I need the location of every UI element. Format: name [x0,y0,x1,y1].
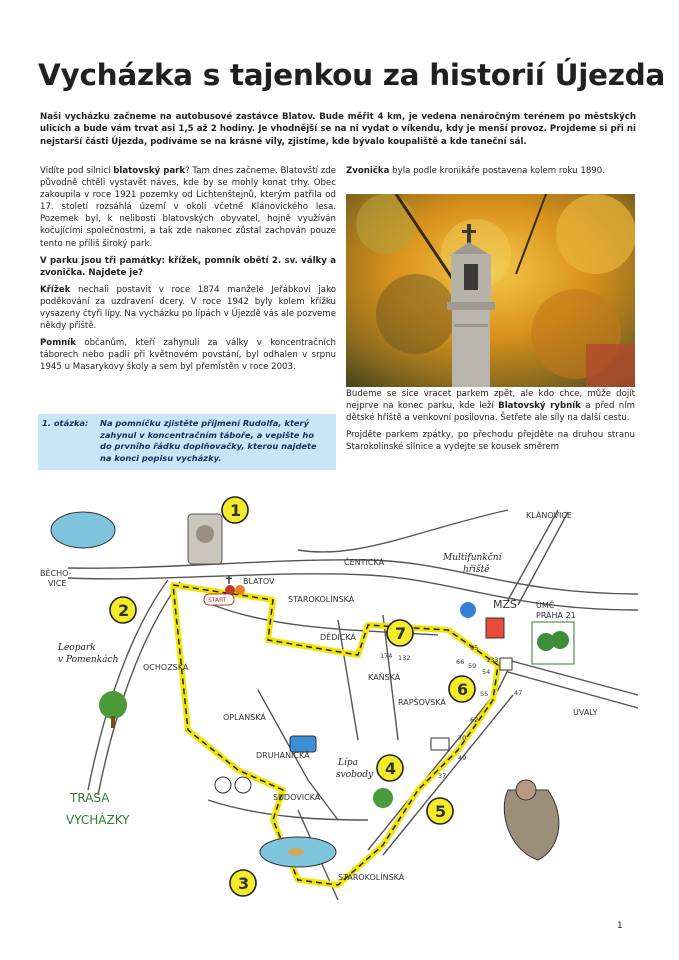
svg-text:7: 7 [395,624,407,643]
house-number: 62 [470,716,479,724]
label-trasa-2: VYCHÁZKY [66,813,130,827]
left-column [40,165,336,379]
svg-text:✝: ✝ [224,573,235,587]
svg-text:6: 6 [457,680,469,699]
paragraph-park: Vidíte pod silnicí blatovský park? Tam dnes začneme. Blatovští zde původně chtěli vystavět náves, kde by se mohly konat trhy. Obec zakoupila v roce 1921 pozemky od Lichtenštejnů, kterým patřila od 17. století rozsáhlá území v okolí včetně Klánovického lesa. Pozemek byl, k nelibosti blatovských obyvatel, hojně využíván kočujícími společnostmi, a tak zde nakonec zůstal zachován pouze tento ne příliš široký park. [40,166,336,249]
stop-marker-4 [377,755,403,781]
stop-markers [110,497,475,896]
paragraph-krizek: Křížek nechali postavit v roce 1874 manželé Jeřábkovi jako poděkování za uzdravení dcery. V roce 1942 byly kolem křížku vysazeny čtyři lípy. Na vycházku po lípách v Újezdě vás ale pozveme někdy příště. [40,284,336,332]
label-druhanicka: DRUHANICKÁ [256,751,310,760]
label-starokolinska-2: STAROKOLÍNSKÁ [338,873,405,882]
label-mzs: MZŠ [493,598,518,611]
paragraph-zvonicka: Zvonička byla podle kronikáře postavena kolem roku 1890. [346,166,605,176]
stop-marker-3 [230,870,256,896]
label-blatov: BLATOV [243,577,275,586]
label-oplanska: OPLANSKÁ [223,713,266,722]
pond-becho [51,512,115,548]
label-trasa-1: TRASA [70,791,110,805]
stop-marker-6 [449,676,475,702]
label-uvaly: ÚVALY [573,708,598,717]
stop-marker-7 [387,620,413,646]
label-multifunkcni-2: hřiště [463,565,490,575]
bell-tower-photo [346,194,635,387]
right-column [346,165,635,182]
label-sudovicka: SUDOVICKÁ [273,793,321,802]
question-text: Na pomníčku zjistěte příjmení Rudolfa, který zahynul v koncentračním táboře, a vepište ho do prvního řádku doplňovačky, kterou najdete na konci popisu vycházky. [100,418,317,463]
svg-text:4: 4 [385,759,397,778]
house-number: 174 [380,652,393,660]
page-number: 1 [617,921,623,931]
label-kanska: KAŇSKÁ [368,673,401,682]
label-lipa-2: svobody [336,770,374,780]
house-number: 49 [458,754,467,762]
house-number: 70 [458,734,467,742]
label-klanovice: KLÁNOVICE [526,511,572,520]
label-leopark-2: v Pomenkách [58,655,119,665]
stop-marker-1 [222,497,248,523]
paragraph-continue: Projděte parkem zpátky, po přechodu přejděte na druhou stranu Starokolínské silnice a vydejte se kousek směrem [346,430,635,453]
label-multifunkcni-1: Multifunkční [443,553,502,563]
label-becho-2: VICE [48,579,67,588]
svg-text:2: 2 [118,601,130,620]
route-map [38,490,638,910]
svg-text:3: 3 [238,874,250,893]
svg-text:5: 5 [435,802,447,821]
question-box [38,414,336,470]
label-starokolinska: STAROKOLÍNSKÁ [288,595,355,604]
house-number: 55 [480,690,489,698]
house-number: 95 [470,644,479,652]
label-centicka: ČENTICKÁ [344,558,385,567]
paragraph-rybnik: Budeme se sice vracet parkem zpět, ale kdo chce, může dojít nejprve na konec parku, kde leží Blatovský rybník a před ním dětské hřiště a venkovní posilovna. Šetřete ale síly na další cestu. [346,389,635,424]
house-number: 133 [486,656,499,664]
paragraph-pomnik: Pomník občanům, kteří zahynuli za války v koncentračních táborech nebo padli při květnovém povstání, byl odhalen v srpnu 1945 u Masarykovy školy a sem byl přemístěn v roce 2003. [40,338,336,373]
lead-paragraph: Naši vycházku začneme na autobusové zastávce Blatov. Bude měřit 4 km, je vedena nenáročným terénem po městských ulicích a bude vám trvat asi 1,5 až 2 hodiny. Je vhodnější se na ni vydat o víkendu, kdy je menší provoz. Projdeme si při ni nejstarší části Újezda, podíváme se na krásné vily, zjistíme, kde bývalo koupaliště a kde taneční sál. [40,112,636,147]
page-title: Vycházka s tajenkou za historií Újezda [38,58,666,92]
label-leopark-1: Leopark [58,643,96,653]
house-number: 132 [398,654,411,662]
label-lipa-1: Lípa [338,758,358,768]
label-rapsovska: RAPŠOVSKÁ [398,698,446,707]
label-dedicka: DĚDICKÁ [320,633,356,642]
house-number: 54 [482,668,491,676]
house-number: 59 [468,662,477,670]
label-umc-2: PRAHA 21 [536,611,576,620]
label-start: START [208,597,227,604]
label-ochozska: OCHOZSKÁ [143,663,189,672]
house-number: 66 [456,658,465,666]
house-number: 47 [514,689,523,697]
stop-marker-5 [427,798,453,824]
label-umc-1: ÚMČ [536,601,555,610]
question-label: 1. otázka: [42,418,89,428]
house-number: 37 [438,772,447,780]
svg-text:1: 1 [230,501,242,520]
stop-marker-2 [110,597,136,623]
right-column-bottom [346,388,635,458]
paragraph-monuments: V parku jsou tři památky: křížek, pomník obětí 2. sv. války a zvonička. Najdete je? [40,255,336,278]
label-becho-1: BĚCHO- [40,569,72,578]
